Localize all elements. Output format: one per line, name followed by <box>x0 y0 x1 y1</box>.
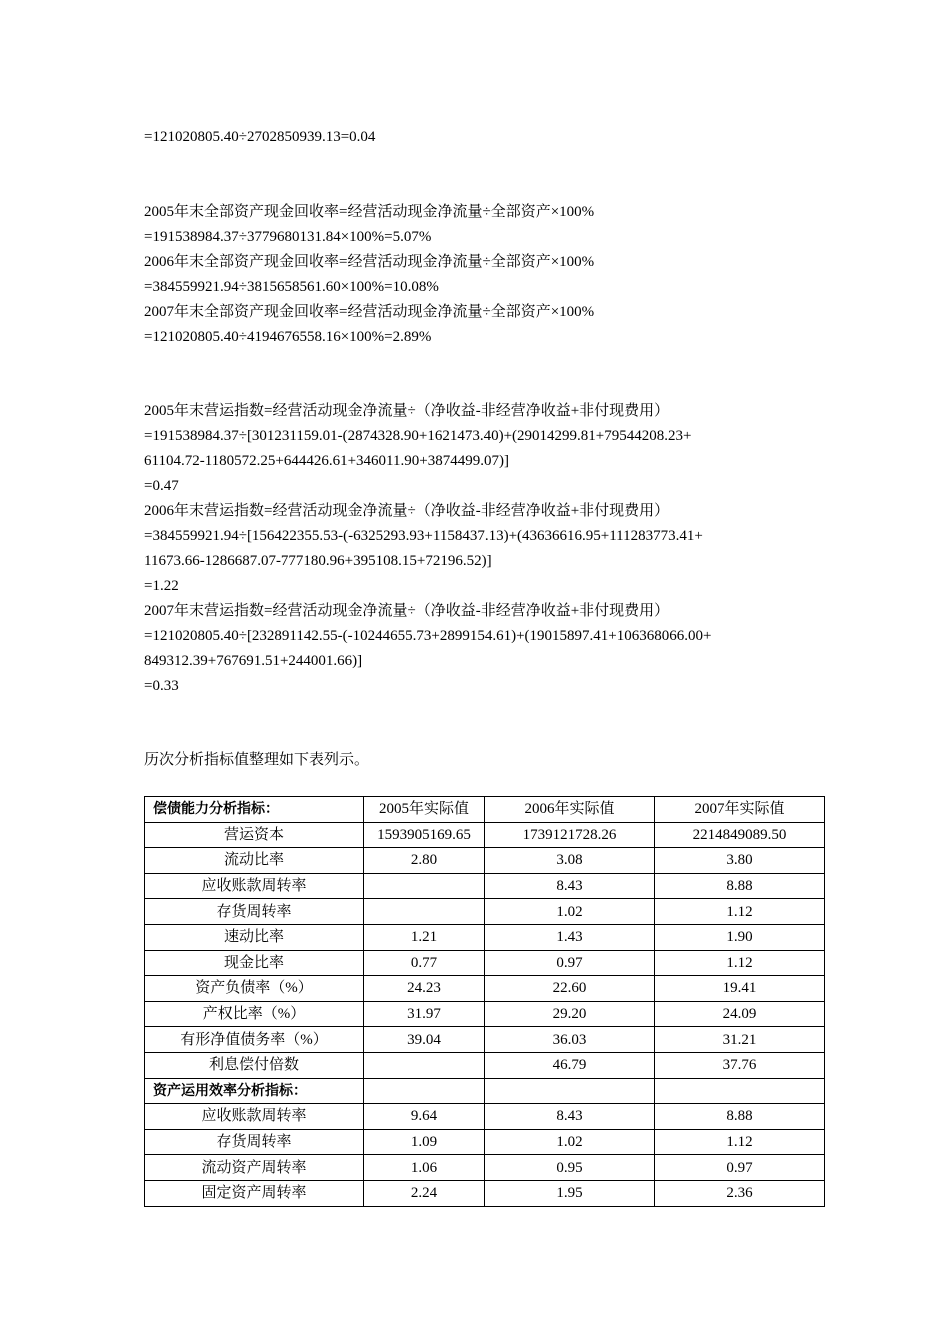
table-row <box>145 1129 825 1155</box>
value-cell <box>364 1078 485 1104</box>
value-cell: 24.09 <box>655 1001 825 1027</box>
table-row <box>145 1052 825 1078</box>
value-cell: 1.95 <box>485 1180 655 1206</box>
value-cell: 31.21 <box>655 1027 825 1053</box>
text-line: 2006年末全部资产现金回收率=经营活动现金净流量÷全部资产×100% <box>144 254 595 270</box>
text-line: =0.47 <box>144 478 179 494</box>
value-cell: 1.12 <box>655 1129 825 1155</box>
value-cell: 2214849089.50 <box>655 822 825 848</box>
value-cell: 22.60 <box>485 976 655 1002</box>
text-line: =0.33 <box>144 678 179 694</box>
table-row <box>145 1180 825 1206</box>
indicator-name-cell: 应收账款周转率 <box>145 873 364 899</box>
text-line: 2005年末全部资产现金回收率=经营活动现金净流量÷全部资产×100% <box>144 204 595 220</box>
value-cell: 0.95 <box>485 1155 655 1181</box>
table-row <box>145 950 825 976</box>
text-line: 11673.66-1286687.07-777180.96+395108.15+72196.52)] <box>144 553 492 569</box>
text-line: 61104.72-1180572.25+644426.61+346011.90+3874499.07)] <box>144 453 509 469</box>
value-cell: 1.43 <box>485 924 655 950</box>
text-line: =121020805.40÷[232891142.55-(-10244655.73+2899154.61)+(19015897.41+106368066.00+ <box>144 628 712 644</box>
table-caption: 历次分析指标值整理如下表列示。 <box>144 752 370 768</box>
text-line: =191538984.37÷[301231159.01-(2874328.90+1621473.40)+(29014299.81+79544208.23+ <box>144 428 692 444</box>
value-cell: 37.76 <box>655 1052 825 1078</box>
table-row <box>145 1155 825 1181</box>
value-cell: 1.09 <box>364 1129 485 1155</box>
value-cell: 0.97 <box>655 1155 825 1181</box>
value-cell: 39.04 <box>364 1027 485 1053</box>
value-cell: 8.43 <box>485 873 655 899</box>
indicator-name-cell: 营运资本 <box>145 822 364 848</box>
section-header-row <box>145 797 825 823</box>
value-cell <box>364 899 485 925</box>
value-cell: 1.02 <box>485 899 655 925</box>
section-label-cell: 资产运用效率分析指标： <box>145 1078 364 1104</box>
table-row <box>145 1104 825 1130</box>
table-row <box>145 848 825 874</box>
value-cell: 8.88 <box>655 873 825 899</box>
indicator-name-cell: 流动资产周转率 <box>145 1155 364 1181</box>
table-row <box>145 822 825 848</box>
value-cell: 2006年实际值 <box>485 797 655 823</box>
value-cell: 3.80 <box>655 848 825 874</box>
text-line: =1.22 <box>144 578 179 594</box>
indicator-name-cell: 利息偿付倍数 <box>145 1052 364 1078</box>
value-cell: 3.08 <box>485 848 655 874</box>
value-cell <box>364 873 485 899</box>
indicator-name-cell: 存货周转率 <box>145 899 364 925</box>
indicator-name-cell: 有形净值债务率（%） <box>145 1027 364 1053</box>
indicator-name-cell: 速动比率 <box>145 924 364 950</box>
indicator-name-cell: 产权比率（%） <box>145 1001 364 1027</box>
value-cell: 9.64 <box>364 1104 485 1130</box>
value-cell: 2.36 <box>655 1180 825 1206</box>
indicator-table <box>144 796 825 1207</box>
value-cell: 1.06 <box>364 1155 485 1181</box>
indicator-name-cell: 现金比率 <box>145 950 364 976</box>
text-line: 2006年末营运指数=经营活动现金净流量÷（净收益-非经营净收益+非付现费用） <box>144 503 670 519</box>
value-cell: 8.43 <box>485 1104 655 1130</box>
indicator-name-cell: 固定资产周转率 <box>145 1180 364 1206</box>
text-line: =191538984.37÷3779680131.84×100%=5.07% <box>144 229 432 245</box>
value-cell: 2007年实际值 <box>655 797 825 823</box>
value-cell: 19.41 <box>655 976 825 1002</box>
indicator-name-cell: 存货周转率 <box>145 1129 364 1155</box>
table-row <box>145 899 825 925</box>
table-row <box>145 924 825 950</box>
value-cell: 1739121728.26 <box>485 822 655 848</box>
value-cell: 29.20 <box>485 1001 655 1027</box>
value-cell: 1.02 <box>485 1129 655 1155</box>
value-cell: 0.77 <box>364 950 485 976</box>
table-row <box>145 873 825 899</box>
table-row <box>145 976 825 1002</box>
value-cell: 8.88 <box>655 1104 825 1130</box>
value-cell: 1.12 <box>655 899 825 925</box>
value-cell: 0.97 <box>485 950 655 976</box>
text-line: =384559921.94÷3815658561.60×100%=10.08% <box>144 279 439 295</box>
text-line: 2007年末营运指数=经营活动现金净流量÷（净收益-非经营净收益+非付现费用） <box>144 603 670 619</box>
value-cell: 24.23 <box>364 976 485 1002</box>
text-line: =384559921.94÷[156422355.53-(-6325293.93+1158437.13)+(43636616.95+111283773.41+ <box>144 528 703 544</box>
section-label-cell: 偿债能力分析指标： <box>145 797 364 823</box>
indicator-name-cell: 资产负债率（%） <box>145 976 364 1002</box>
value-cell <box>655 1078 825 1104</box>
value-cell <box>485 1078 655 1104</box>
value-cell: 2005年实际值 <box>364 797 485 823</box>
text-line: 2007年末全部资产现金回收率=经营活动现金净流量÷全部资产×100% <box>144 304 595 320</box>
value-cell: 36.03 <box>485 1027 655 1053</box>
value-cell: 46.79 <box>485 1052 655 1078</box>
value-cell: 1.21 <box>364 924 485 950</box>
indicator-name-cell: 应收账款周转率 <box>145 1104 364 1130</box>
value-cell: 1.90 <box>655 924 825 950</box>
value-cell <box>364 1052 485 1078</box>
indicator-name-cell: 流动比率 <box>145 848 364 874</box>
text-line: =121020805.40÷2702850939.13=0.04 <box>144 129 376 145</box>
text-line: 849312.39+767691.51+244001.66)] <box>144 653 363 669</box>
value-cell: 2.80 <box>364 848 485 874</box>
section-header-row <box>145 1078 825 1104</box>
value-cell: 1593905169.65 <box>364 822 485 848</box>
table-row <box>145 1027 825 1053</box>
value-cell: 1.12 <box>655 950 825 976</box>
text-line: 2005年末营运指数=经营活动现金净流量÷（净收益-非经营净收益+非付现费用） <box>144 403 670 419</box>
table-row <box>145 1001 825 1027</box>
text-line: =121020805.40÷4194676558.16×100%=2.89% <box>144 329 432 345</box>
value-cell: 31.97 <box>364 1001 485 1027</box>
value-cell: 2.24 <box>364 1180 485 1206</box>
